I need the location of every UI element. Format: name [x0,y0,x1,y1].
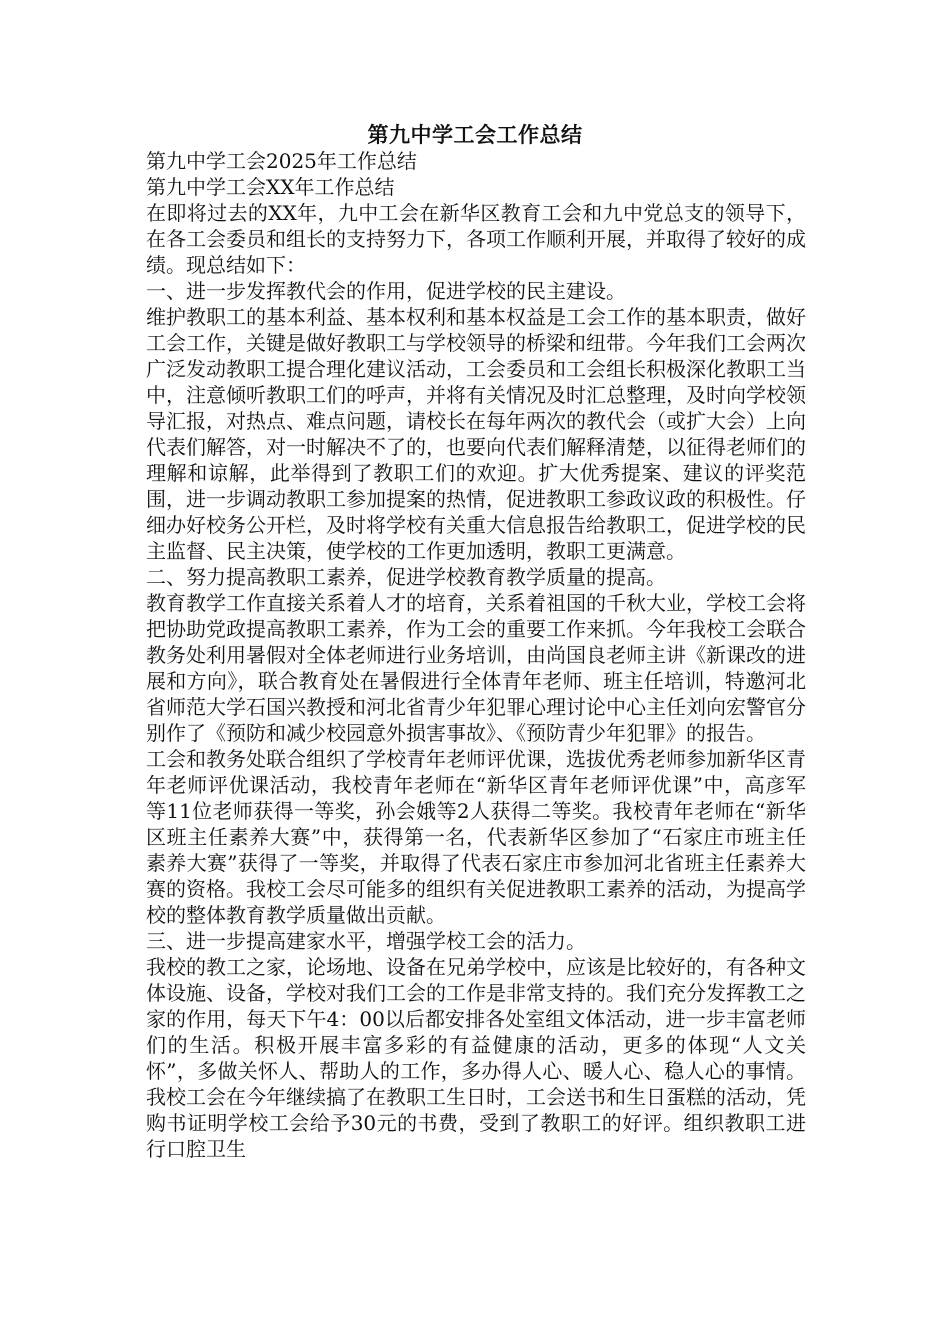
intro-paragraph: 在即将过去的XX年，九中工会在新华区教育工会和九中党总支的领导下，在各工会委员和组长的支持努力下，各项工作顺利开展，并取得了较好的成绩。现总结如下： [146,201,806,277]
document-body [146,148,806,1162]
subtitle-line-2: 第九中学工会XX年工作总结 [146,175,395,199]
section-heading-2: 二、努力提高教职工素养，促进学校教育教学质量的提高。 [146,565,666,589]
body-paragraph: 教育教学工作直接关系着人才的培育，关系着祖国的千秋大业，学校工会将把协助党政提高教职工素养，作为工会的重要工作来抓。今年我校工会联合教务处利用暑假对全体老师进行业务培训，由尚国良老师主讲《新课改的进展和方向》，联合教育处在暑假进行全体青年老师、班主任培训，特邀河北省师范大学石国兴教授和河北省青少年犯罪心理讨论中心主任刘向宏警官分别作了《预防和减少校园意外损害事故》、《预防青少年犯罪》的报告。 [146,591,806,745]
body-paragraph: 工会和教务处联合组织了学校青年老师评优课，选拔优秀老师参加新华区青年老师评优课活动，我校青年老师在“新华区青年老师评优课”中，高彦军等11位老师获得一等奖，孙会娥等2人获得二等奖。我校青年老师在“新华区班主任素养大赛”中，获得第一名，代表新华区参加了“石家庄市班主任素养大赛”获得了一等奖，并取得了代表石家庄市参加河北省班主任素养大赛的资格。我校工会尽可能多的组织有关促进教职工素养的活动，为提高学校的整体教育教学质量做出贡献。 [146,747,806,927]
section-heading-3: 三、进一步提高建家水平，增强学校工会的活力。 [146,929,586,953]
body-paragraph: 我校的教工之家，论场地、设备在兄弟学校中，应该是比较好的，有各种文体设施、设备，学校对我们工会的工作是非常支持的。我们充分发挥教工之家的作用，每天下午4：00以后都安排各处室组文体活动，进一步丰富老师们的生活。积极开展丰富多彩的有益健康的活动，更多的体现“人文关怀”，多做关怀人、帮助人的工作，多办得人心、暖人心、稳人心的事情。我校工会在今年继续搞了在教职工生日时，工会送书和生日蛋糕的活动，凭购书证明学校工会给予30元的书费，受到了教职工的好评。组织教职工进行口腔卫生 [146,955,806,1161]
body-paragraph: 维护教职工的基本利益、基本权利和基本权益是工会工作的基本职责，做好工会工作，关键是做好教职工与学校领导的桥梁和纽带。今年我们工会两次广泛发动教职工提合理化建议活动，工会委员和工会组长积极深化教职工当中，注意倾听教职工们的呼声，并将有关情况及时汇总整理，及时向学校领导汇报，对热点、难点问题，请校长在每年两次的教代会（或扩大会）上向代表们解答，对一时解决不了的，也要向代表们解释清楚，以征得老师们的理解和谅解，此举得到了教职工们的欢迎。扩大优秀提案、建议的评奖范围，进一步调动教职工参加提案的热情，促进教职工参政议政的积极性。仔细办好校务公开栏，及时将学校有关重大信息报告给教职工，促进学校的民主监督、民主决策，使学校的工作更加透明，教职工更满意。 [146,305,806,563]
document-title: 第九中学工会工作总结 [367,122,583,147]
section-heading-1: 一、进一步发挥教代会的作用，促进学校的民主建设。 [146,279,626,303]
subtitle-line-1: 第九中学工会2025年工作总结 [146,149,417,173]
